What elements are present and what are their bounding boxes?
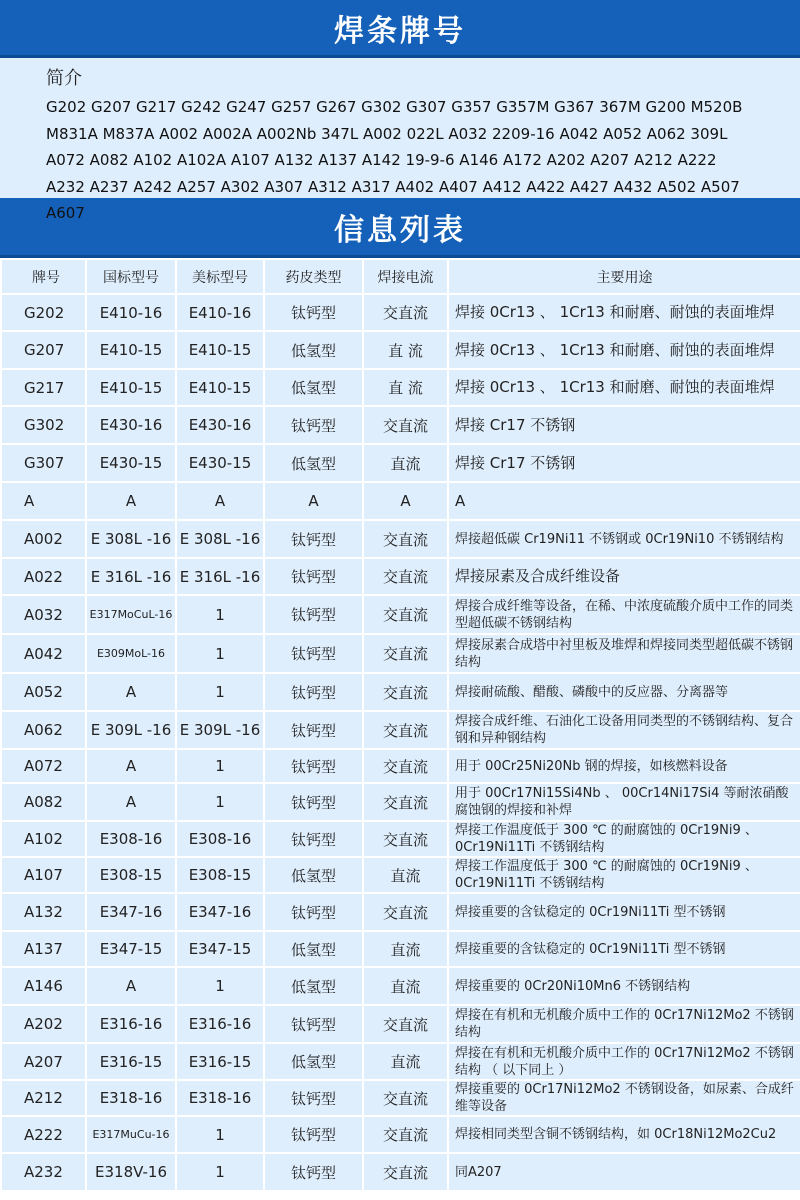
cell-coating-type: 低氢型 [264, 967, 363, 1005]
cell-coating-type: 低氢型 [264, 931, 363, 967]
cell-aws-model: E 309L -16 [176, 711, 264, 749]
cell-coating-type: 钛钙型 [264, 1080, 363, 1116]
table-row [1, 406, 800, 444]
info-table [0, 258, 800, 1192]
cell-coating-type: 钛钙型 [264, 406, 363, 444]
cell-welding-current: 交直流 [363, 634, 448, 673]
cell-welding-current: 交直流 [363, 893, 448, 931]
cell-aws-model: E316-15 [176, 1043, 264, 1080]
cell-main-use: 焊接尿素及合成纤维设备 [448, 558, 800, 595]
cell-coating-type: 低氢型 [264, 331, 363, 369]
table-row [1, 673, 800, 711]
cell-gb-model: E318V-16 [86, 1153, 176, 1191]
cell-main-use: 焊接在有机和无机酸介质中工作的 0Cr17Ni12Mo2 不锈钢结构 [448, 1005, 800, 1043]
cell-main-use: 焊接 0Cr13 、 1Cr13 和耐磨、耐蚀的表面堆焊 [448, 331, 800, 369]
cell-gb-model: E308-15 [86, 857, 176, 893]
cell-welding-current: 直 流 [363, 331, 448, 369]
cell-aws-model: E430-15 [176, 444, 264, 482]
cell-main-use: 同A207 [448, 1153, 800, 1191]
cell-main-use: 焊接耐硫酸、醋酸、磷酸中的反应器、分离器等 [448, 673, 800, 711]
header-main-use: 主要用途 [448, 259, 800, 294]
cell-main-use: 焊接在有机和无机酸介质中工作的 0Cr17Ni12Mo2 不锈钢结构 （ 以下同上 ） [448, 1043, 800, 1080]
cell-main-use: 焊接重要的 0Cr17Ni12Mo2 不锈钢设备，如尿素、合成纤维等设备 [448, 1080, 800, 1116]
cell-coating-type: 钛钙型 [264, 783, 363, 821]
cell-aws-model: 1 [176, 673, 264, 711]
cell-main-use: A [448, 482, 800, 520]
table-header-row [1, 259, 800, 294]
cell-coating-type: 低氢型 [264, 857, 363, 893]
table-row [1, 711, 800, 749]
table-row [1, 520, 800, 558]
table-row [1, 1116, 800, 1153]
table-row [1, 558, 800, 595]
cell-brand: A052 [1, 673, 86, 711]
cell-brand: A002 [1, 520, 86, 558]
cell-main-use: 焊接相同类型含铜不锈钢结构，如 0Cr18Ni12Mo2Cu2 [448, 1116, 800, 1153]
header-brand: 牌号 [1, 259, 86, 294]
cell-welding-current: 交直流 [363, 520, 448, 558]
cell-gb-model: A [86, 967, 176, 1005]
cell-gb-model: E430-15 [86, 444, 176, 482]
cell-aws-model: 1 [176, 967, 264, 1005]
cell-brand: G307 [1, 444, 86, 482]
cell-brand: A137 [1, 931, 86, 967]
cell-aws-model: 1 [176, 1116, 264, 1153]
cell-main-use: 焊接工作温度低于 300 ℃ 的耐腐蚀的 0Cr19Ni9 、 0Cr19Ni11Ti 不锈钢结构 [448, 857, 800, 893]
cell-main-use: 焊接重要的 0Cr20Ni10Mn6 不锈钢结构 [448, 967, 800, 1005]
cell-brand: A207 [1, 1043, 86, 1080]
cell-welding-current: 交直流 [363, 595, 448, 634]
cell-main-use: 焊接 Cr17 不锈钢 [448, 406, 800, 444]
cell-gb-model: E309MoL-16 [86, 634, 176, 673]
table-row [1, 857, 800, 893]
cell-main-use: 焊接合成纤维、石油化工设备用同类型的不锈钢结构、复合钢和异种钢结构 [448, 711, 800, 749]
cell-coating-type: 钛钙型 [264, 1005, 363, 1043]
cell-welding-current: 直流 [363, 1043, 448, 1080]
brand-title: 焊条牌号 [334, 13, 466, 49]
cell-brand: A102 [1, 821, 86, 857]
cell-main-use: 用于 00Cr25Ni20Nb 钢的焊接，如核燃料设备 [448, 749, 800, 783]
cell-coating-type: 钛钙型 [264, 520, 363, 558]
cell-gb-model: A [86, 673, 176, 711]
cell-aws-model: E316-16 [176, 1005, 264, 1043]
intro-label: 简介 [46, 68, 82, 89]
cell-brand: A232 [1, 1153, 86, 1191]
cell-welding-current: 交直流 [363, 1005, 448, 1043]
cell-coating-type: 钛钙型 [264, 595, 363, 634]
cell-aws-model: E430-16 [176, 406, 264, 444]
cell-gb-model: E410-15 [86, 331, 176, 369]
info-list-title: 信息列表 [334, 212, 466, 248]
cell-gb-model: E316-15 [86, 1043, 176, 1080]
cell-brand: A032 [1, 595, 86, 634]
cell-welding-current: 直流 [363, 857, 448, 893]
cell-aws-model: E308-16 [176, 821, 264, 857]
cell-welding-current: 交直流 [363, 406, 448, 444]
cell-welding-current: 交直流 [363, 783, 448, 821]
cell-coating-type: 钛钙型 [264, 821, 363, 857]
table-row [1, 893, 800, 931]
cell-brand: A202 [1, 1005, 86, 1043]
cell-aws-model: 1 [176, 749, 264, 783]
cell-gb-model: E347-16 [86, 893, 176, 931]
cell-brand: A146 [1, 967, 86, 1005]
cell-welding-current: 交直流 [363, 711, 448, 749]
table-row [1, 595, 800, 634]
cell-welding-current: 直 流 [363, 369, 448, 406]
cell-aws-model: E347-16 [176, 893, 264, 931]
cell-coating-type: 钛钙型 [264, 558, 363, 595]
cell-coating-type: 低氢型 [264, 444, 363, 482]
cell-aws-model: E347-15 [176, 931, 264, 967]
table-row [1, 331, 800, 369]
table-row [1, 1080, 800, 1116]
cell-gb-model: E430-16 [86, 406, 176, 444]
cell-welding-current: 交直流 [363, 1153, 448, 1191]
intro-section [0, 58, 800, 222]
table-row [1, 821, 800, 857]
cell-brand: A062 [1, 711, 86, 749]
cell-coating-type: 钛钙型 [264, 294, 363, 331]
cell-aws-model: E 316L -16 [176, 558, 264, 595]
cell-gb-model: A [86, 482, 176, 520]
cell-coating-type: 钛钙型 [264, 1116, 363, 1153]
table-row [1, 1153, 800, 1191]
cell-gb-model: E317MuCu-16 [86, 1116, 176, 1153]
cell-coating-type: 钛钙型 [264, 711, 363, 749]
cell-gb-model: E308-16 [86, 821, 176, 857]
brand-title-banner [0, 0, 800, 58]
cell-brand: A132 [1, 893, 86, 931]
cell-brand: G202 [1, 294, 86, 331]
cell-main-use: 焊接重要的含钛稳定的 0Cr19Ni11Ti 型不锈钢 [448, 893, 800, 931]
table-row [1, 931, 800, 967]
cell-welding-current: 交直流 [363, 749, 448, 783]
cell-brand: A082 [1, 783, 86, 821]
cell-gb-model: E347-15 [86, 931, 176, 967]
cell-welding-current: 直流 [363, 967, 448, 1005]
cell-main-use: 焊接 0Cr13 、 1Cr13 和耐磨、耐蚀的表面堆焊 [448, 369, 800, 406]
table-row [1, 294, 800, 331]
cell-coating-type: 钛钙型 [264, 634, 363, 673]
table-row [1, 634, 800, 673]
cell-brand: G207 [1, 331, 86, 369]
cell-brand: A107 [1, 857, 86, 893]
cell-gb-model: E 309L -16 [86, 711, 176, 749]
header-coating-type: 药皮类型 [264, 259, 363, 294]
cell-main-use: 焊接 0Cr13 、 1Cr13 和耐磨、耐蚀的表面堆焊 [448, 294, 800, 331]
cell-main-use: 焊接尿素合成塔中衬里板及堆焊和焊接同类型超低碳不锈钢结构 [448, 634, 800, 673]
cell-gb-model: A [86, 783, 176, 821]
cell-gb-model: E410-16 [86, 294, 176, 331]
cell-aws-model: A [176, 482, 264, 520]
cell-aws-model: E410-16 [176, 294, 264, 331]
cell-main-use: 焊接 Cr17 不锈钢 [448, 444, 800, 482]
cell-coating-type: 钛钙型 [264, 673, 363, 711]
cell-aws-model: 1 [176, 1153, 264, 1191]
info-list-banner [0, 198, 800, 258]
cell-aws-model: 1 [176, 595, 264, 634]
cell-coating-type: 低氢型 [264, 369, 363, 406]
cell-gb-model: E 316L -16 [86, 558, 176, 595]
table-row [1, 783, 800, 821]
cell-aws-model: 1 [176, 634, 264, 673]
cell-aws-model: E318-16 [176, 1080, 264, 1116]
cell-main-use: 用于 00Cr17Ni15Si4Nb 、 00Cr14Ni17Si4 等耐浓硝酸腐蚀钢的焊接和补焊 [448, 783, 800, 821]
cell-gb-model: E316-16 [86, 1005, 176, 1043]
cell-brand: A072 [1, 749, 86, 783]
cell-coating-type: 钛钙型 [264, 749, 363, 783]
cell-main-use: 焊接重要的含钛稳定的 0Cr19Ni11Ti 型不锈钢 [448, 931, 800, 967]
cell-welding-current: A [363, 482, 448, 520]
table-row [1, 967, 800, 1005]
cell-gb-model: E 308L -16 [86, 520, 176, 558]
table-row [1, 482, 800, 520]
cell-coating-type: 钛钙型 [264, 893, 363, 931]
intro-text: G202 G207 G217 G242 G247 G257 G267 G302 G307 G357 G357M G367 367M G200 M520B M831A M837A A002 A002A A002Nb 347L A002 022L A032 2209-16 A042 A052 A062 309L A072 A082 A102 A102A A107 A132 A137 A142 19-9-6 A146 A172 A202 A207 A212 A222 A232 A237 A242 A257 A302 A307 A312 A317 A402 A407 A412 A422 A427 A432 A502 A507 A607 [46, 98, 743, 222]
cell-main-use: 焊接工作温度低于 300 ℃ 的耐腐蚀的 0Cr19Ni9 、 0Cr19Ni11Ti 不锈钢结构 [448, 821, 800, 857]
cell-welding-current: 交直流 [363, 558, 448, 595]
cell-aws-model: E308-15 [176, 857, 264, 893]
cell-welding-current: 交直流 [363, 821, 448, 857]
cell-brand: A222 [1, 1116, 86, 1153]
header-welding-current: 焊接电流 [363, 259, 448, 294]
table-row [1, 1043, 800, 1080]
cell-brand: A042 [1, 634, 86, 673]
cell-brand: A [1, 482, 86, 520]
header-gb-model: 国标型号 [86, 259, 176, 294]
cell-brand: G217 [1, 369, 86, 406]
cell-aws-model: E410-15 [176, 369, 264, 406]
cell-welding-current: 直流 [363, 931, 448, 967]
cell-coating-type: 钛钙型 [264, 1153, 363, 1191]
cell-gb-model: E317MoCuL-16 [86, 595, 176, 634]
table-row [1, 444, 800, 482]
cell-welding-current: 直流 [363, 444, 448, 482]
header-aws-model: 美标型号 [176, 259, 264, 294]
cell-coating-type: 低氢型 [264, 1043, 363, 1080]
table-row [1, 1005, 800, 1043]
cell-aws-model: 1 [176, 783, 264, 821]
cell-coating-type: A [264, 482, 363, 520]
cell-main-use: 焊接合成纤维等设备，在稀、中浓度硫酸介质中工作的同类型超低碳不锈钢结构 [448, 595, 800, 634]
table-row [1, 749, 800, 783]
cell-gb-model: A [86, 749, 176, 783]
cell-aws-model: E410-15 [176, 331, 264, 369]
cell-brand: A212 [1, 1080, 86, 1116]
cell-welding-current: 交直流 [363, 1080, 448, 1116]
cell-welding-current: 交直流 [363, 1116, 448, 1153]
cell-welding-current: 交直流 [363, 673, 448, 711]
cell-gb-model: E318-16 [86, 1080, 176, 1116]
cell-main-use: 焊接超低碳 Cr19Ni11 不锈钢或 0Cr19Ni10 不锈钢结构 [448, 520, 800, 558]
cell-brand: G302 [1, 406, 86, 444]
table-row [1, 369, 800, 406]
cell-brand: A022 [1, 558, 86, 595]
cell-aws-model: E 308L -16 [176, 520, 264, 558]
cell-gb-model: E410-15 [86, 369, 176, 406]
cell-welding-current: 交直流 [363, 294, 448, 331]
table-body [1, 294, 800, 1191]
